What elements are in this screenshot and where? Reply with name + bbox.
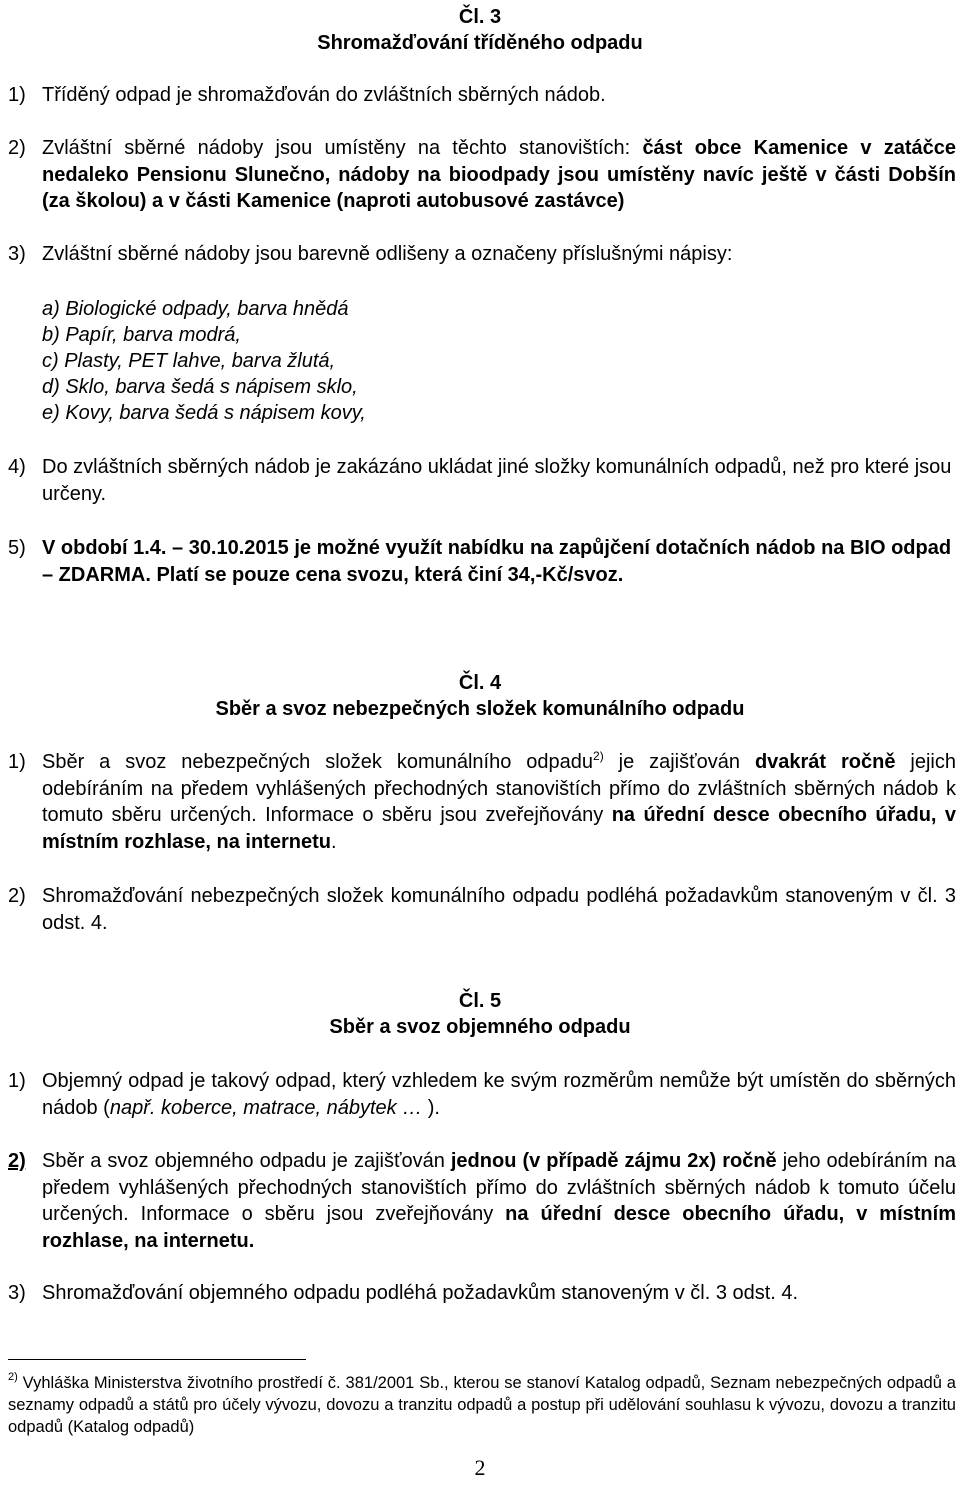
footnote-reference: 2)	[593, 749, 604, 763]
text-run: jeho odebíráním na předem vyhlášených přechodných stanovištích přímo do zvláštních sběrných nádob k tomuto účelu určených. Informace o sběru jsou zveřejňovány	[42, 1150, 956, 1225]
paragraph-text: Shromažďování objemného odpadu podléhá požadavkům stanoveným v čl. 3 odst. 4.	[42, 1282, 799, 1304]
bold-publication-text: na úřední desce obecního úřadu, v místním rozhlase, na internetu	[42, 804, 956, 853]
paragraph-number: 1)	[8, 1070, 26, 1092]
art4-paragraph-1	[8, 749, 956, 855]
article-5-title: Sběr a svoz objemného odpadu	[329, 1016, 631, 1038]
text-run: .	[330, 830, 337, 853]
paragraph-text: Do zvláštních sběrných nádob je zakázáno ukládat jiné složky komunálních odpadů, než pro které jsou určeny.	[42, 456, 952, 505]
paragraph-text: Tříděný odpad je shromažďován do zvláštních sběrných nádob.	[42, 84, 606, 106]
article-3-title: Shromažďování tříděného odpadu	[317, 32, 643, 54]
paragraph-text: Zvláštní sběrné nádoby jsou barevně odlišeny a označeny příslušnými nápisy:	[42, 243, 733, 265]
bold-publication-text: na úřední desce obecního úřadu, v místním rozhlase, na internetu.	[42, 1203, 956, 1252]
text-run: Sběr a svoz objemného odpadu je zajišťován	[42, 1150, 451, 1172]
paragraph-text	[42, 1148, 956, 1254]
paragraph-number: 2)	[8, 1150, 26, 1172]
paragraph-number: 3)	[8, 243, 26, 265]
list-item: c) Plasty, PET lahve, barva žlutá,	[42, 350, 336, 372]
art3-paragraph-4	[8, 454, 956, 507]
paragraph-text: V období 1.4. – 30.10.2015 je možné využít nabídku na zapůjčení dotačních nádob na BIO odpad – ZDARMA. Platí se pouze cena svozu, která činí 34,-Kč/svoz.	[42, 537, 952, 586]
footnote-separator	[8, 1359, 306, 1360]
paragraph-number: 1)	[8, 751, 26, 773]
paragraph-text	[42, 1068, 956, 1121]
paragraph-number: 1)	[8, 84, 26, 106]
paragraph-number: 2)	[8, 885, 26, 907]
article-4-heading: Čl. 4	[458, 672, 502, 694]
list-item: b) Papír, barva modrá,	[42, 324, 241, 346]
paragraph-text	[42, 749, 956, 855]
footnote-text: Vyhláška Ministerstva životního prostředí č. 381/2001 Sb., kterou se stanoví Katalog odpadů, Seznam nebezpečných odpadů a seznamy odpadů a států pro účely vývozu, dovozu a tranzitu odpadů a postup při udělování souhlasu k vývozu, dovozu a tranzitu odpadů (Katalog odpadů)	[8, 1374, 956, 1436]
list-item: d) Sklo, barva šedá s nápisem sklo,	[42, 376, 358, 398]
paragraph-number: 4)	[8, 456, 26, 478]
paragraph-number: 5)	[8, 537, 26, 559]
text-run: je zajišťován	[603, 751, 755, 773]
italic-examples-text: např. koberce, matrace, nábytek …	[109, 1096, 423, 1119]
footnote-marker: 2)	[8, 1371, 18, 1383]
art3-paragraph-5	[8, 535, 956, 588]
art3-paragraph-1	[8, 82, 956, 109]
list-item: a) Biologické odpady, barva hnědá	[42, 298, 349, 320]
article-5-heading: Čl. 5	[458, 990, 502, 1012]
text-run: ).	[422, 1096, 440, 1119]
container-color-list	[42, 296, 366, 426]
art4-paragraph-2	[8, 883, 956, 936]
paragraph-text	[42, 135, 956, 215]
paragraph-number: 3)	[8, 1282, 26, 1304]
text-run: jejich odebíráním na předem vyhlášených přechodných stanovištích přímo do zvláštních sběrných nádob k tomuto sběru určených. Informace o sběru jsou zveřejňovány	[42, 751, 956, 826]
art3-paragraph-2	[8, 135, 956, 215]
bold-frequency-text: dvakrát ročně	[754, 751, 896, 773]
art5-paragraph-2	[8, 1148, 956, 1254]
text-run: Objemný odpad je takový odpad, který vzhledem ke svým rozměrům nemůže být umístěn do sběrných nádob (	[42, 1070, 956, 1119]
paragraph-number: 2)	[8, 137, 26, 159]
footnote	[8, 1372, 956, 1438]
bold-location-text: část obce Kamenice v zatáčce nedaleko Pensionu Slunečno, nádoby na bioodpady jsou umístěny navíc ještě v části Dobšín (za školou) a v části Kamenice (naproti autobusové zastávce)	[42, 137, 956, 212]
article-4-title: Sběr a svoz nebezpečných složek komunálního odpadu	[215, 698, 745, 720]
list-item: e) Kovy, barva šedá s nápisem kovy,	[42, 402, 366, 424]
art3-paragraph-3	[8, 241, 956, 268]
article-3-heading: Čl. 3	[458, 6, 502, 28]
art5-paragraph-1	[8, 1068, 956, 1121]
text-run: Sběr a svoz nebezpečných složek komunálního odpadu	[42, 751, 594, 773]
paragraph-text: Shromažďování nebezpečných složek komunálního odpadu podléhá požadavkům stanoveným v čl. 3 odst. 4.	[42, 885, 956, 934]
bold-frequency-text: jednou (v případě zájmu 2x) ročně	[450, 1150, 777, 1172]
text-run: Zvláštní sběrné nádoby jsou umístěny na těchto stanovištích:	[42, 137, 643, 159]
art5-paragraph-3	[8, 1280, 956, 1307]
page-number: 2	[474, 1455, 486, 1480]
